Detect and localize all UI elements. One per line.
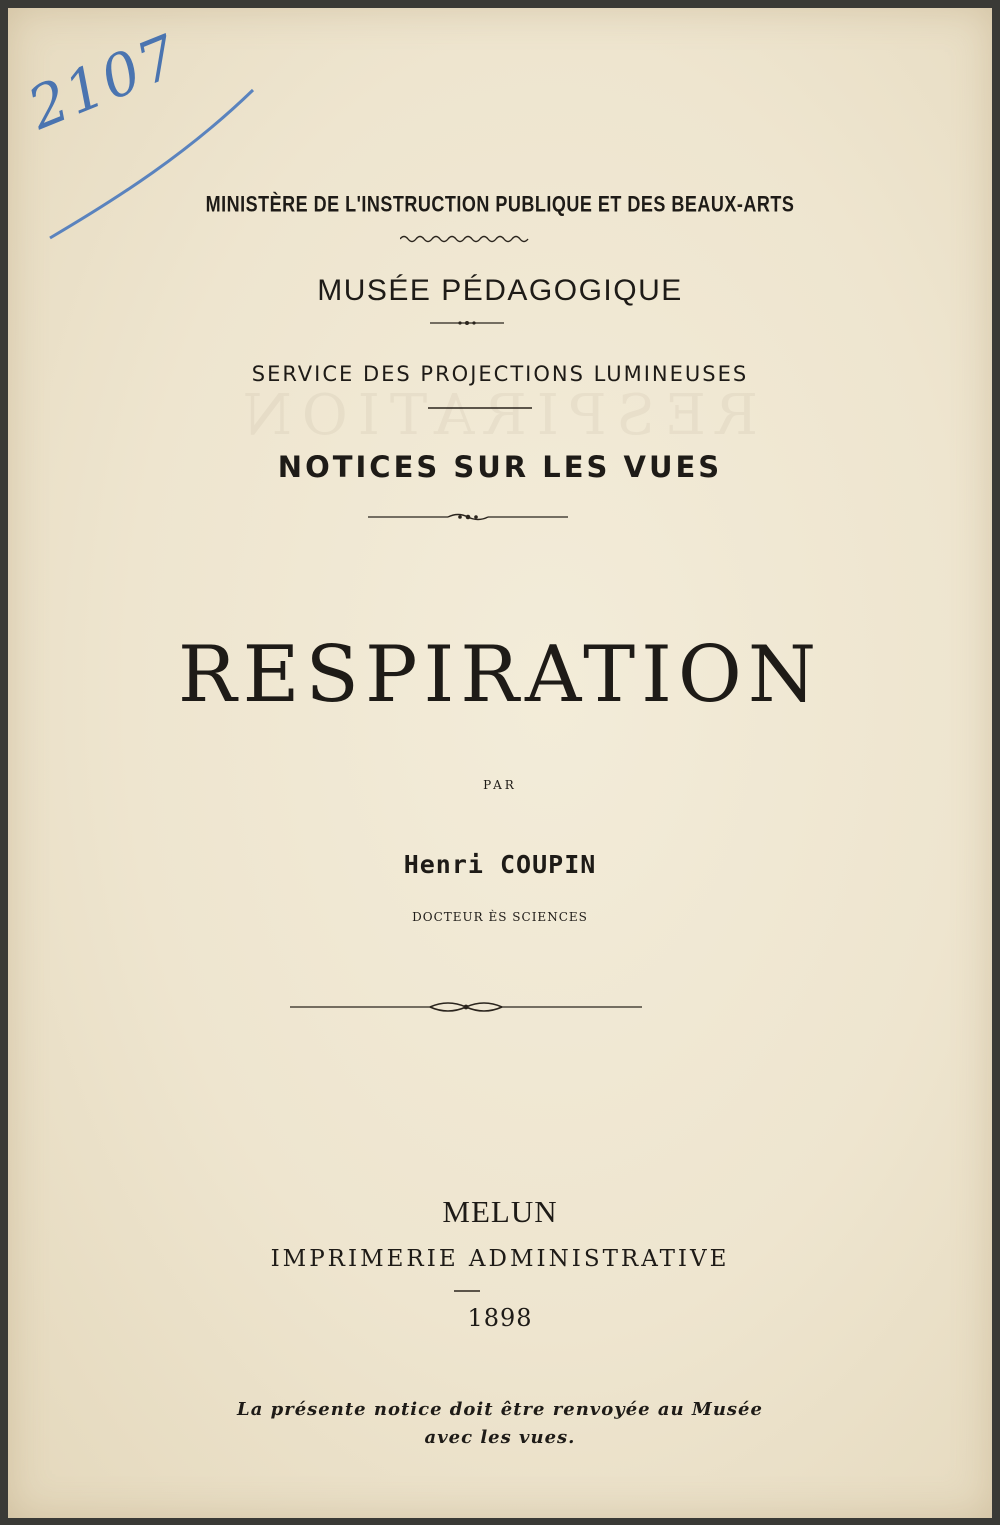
museum-heading: MUSÉE PÉDAGOGIQUE	[317, 274, 683, 307]
publication-year: 1898	[467, 1304, 533, 1332]
ornamental-rule	[368, 511, 568, 523]
dot-rule	[430, 318, 504, 328]
publication-city: MELUN	[442, 1194, 558, 1229]
notices-heading: NOTICES SUR LES VUES	[277, 450, 723, 484]
bleed-through-ghost: RESPIRATION	[232, 383, 758, 448]
return-notice-line-2: avec les vues.	[424, 1427, 576, 1448]
service-heading: SERVICE DES PROJECTIONS LUMINEUSES	[251, 362, 749, 386]
return-notice	[8, 1396, 992, 1452]
decorative-divider	[290, 1000, 642, 1014]
return-notice-line-1: La présente notice doit être renvoyée au Musée	[237, 1399, 763, 1420]
short-rule	[454, 1289, 480, 1293]
wavy-rule	[400, 234, 530, 244]
author-degree: DOCTEUR ÈS SCIENCES	[412, 910, 588, 924]
by-label: PAR	[483, 778, 517, 792]
ministry-heading: MINISTÈRE DE L'INSTRUCTION PUBLIQUE ET DES BEAUX-ARTS	[205, 191, 795, 217]
printer-name: IMPRIMERIE ADMINISTRATIVE	[270, 1246, 730, 1272]
handwritten-catalog-number: 2107	[18, 21, 189, 143]
pen-stroke	[48, 78, 258, 248]
plain-rule	[428, 406, 532, 410]
document-page	[8, 8, 992, 1518]
author-name: Henri COUPIN	[403, 850, 597, 879]
document-title: RESPIRATION	[177, 630, 823, 720]
